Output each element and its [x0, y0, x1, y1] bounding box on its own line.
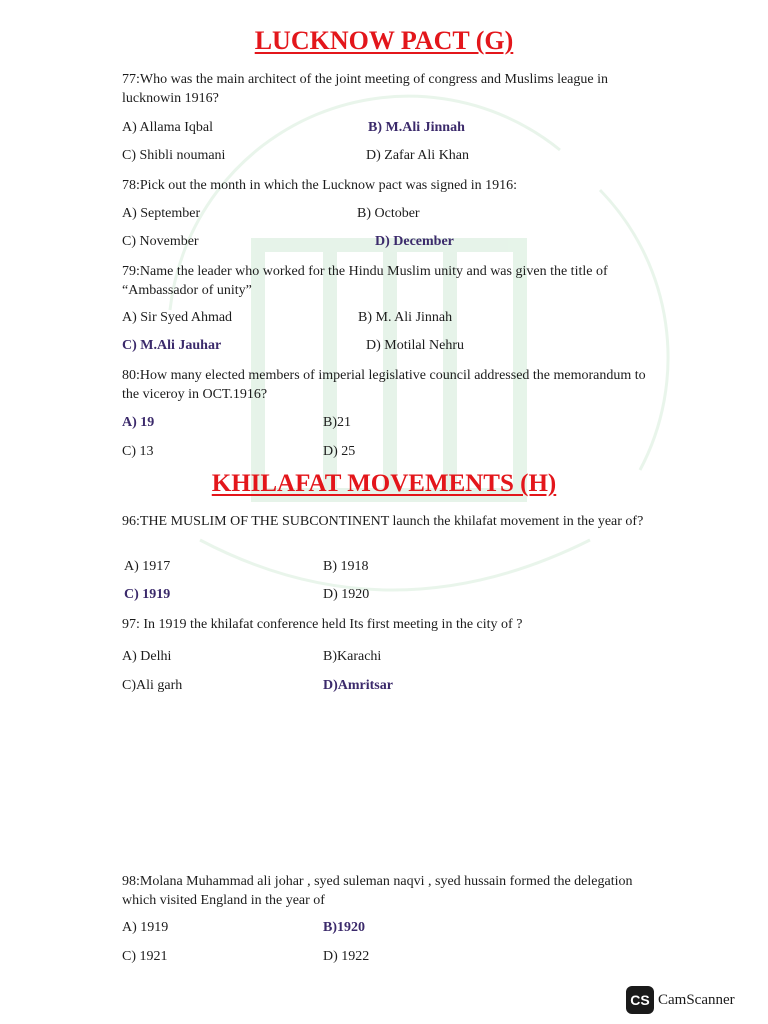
option: A) Allama Iqbal	[122, 120, 213, 135]
option: A) 1917	[124, 559, 171, 574]
option: D) Motilal Nehru	[366, 338, 464, 353]
option: C) 13	[122, 444, 154, 459]
option: B) October	[357, 206, 420, 221]
option: D) 25	[323, 444, 356, 459]
question-78: 78:Pick out the month in which the Lucknow pact was signed in 1916:	[122, 178, 518, 193]
option: D) 1922	[323, 949, 370, 964]
option: A) 1919	[122, 920, 169, 935]
section-title-khilafat: KHILAFAT MOVEMENTS (H)	[211, 470, 557, 497]
answer-option: D)Amritsar	[323, 678, 393, 693]
answer-option: A) 19	[122, 415, 155, 430]
option: A) Sir Syed Ahmad	[122, 310, 233, 325]
option: D) Zafar Ali Khan	[366, 148, 470, 163]
answer-option: B) M.Ali Jinnah	[368, 120, 465, 135]
option: C) Shibli noumani	[122, 148, 226, 163]
option: A) Delhi	[122, 649, 172, 664]
option: C)Ali garh	[122, 678, 183, 693]
option: B)21	[323, 415, 351, 430]
question-77: 77:Who was the main architect of the joint meeting of congress and Muslims league in lucknowin 1916?	[122, 72, 608, 106]
camscanner-footer	[626, 986, 735, 1014]
camscanner-brand: CamScanner	[658, 991, 735, 1008]
question-80: 80:How many elected members of imperial legislative council addressed the memorandum to the viceroy in OCT.1916?	[122, 368, 646, 402]
answer-option: C) M.Ali Jauhar	[122, 338, 222, 353]
answer-option: D) December	[375, 234, 454, 249]
section-title-lucknow: LUCKNOW PACT (G)	[254, 26, 514, 55]
answer-option: B)1920	[323, 920, 365, 935]
option: A) September	[122, 206, 201, 221]
question-97: 97: In 1919 the khilafat conference held Its first meeting in the city of ?	[122, 617, 523, 632]
option: B) M. Ali Jinnah	[358, 310, 453, 325]
option: C) 1921	[122, 949, 168, 964]
question-79: 79:Name the leader who worked for the Hindu Muslim unity and was given the title of “Ambassador of unity”	[122, 264, 608, 298]
option: D) 1920	[323, 587, 370, 602]
option: B) 1918	[323, 559, 369, 574]
answer-option: C) 1919	[124, 587, 171, 602]
option: B)Karachi	[323, 649, 382, 664]
camscanner-logo-icon: CS	[626, 986, 654, 1014]
question-96: 96:THE MUSLIM OF THE SUBCONTINENT launch the khilafat movement in the year of?	[122, 514, 644, 529]
option: C) November	[122, 234, 199, 249]
question-98: 98:Molana Muhammad ali johar , syed suleman naqvi , syed hussain formed the delegation which visited England in the year of	[122, 874, 633, 908]
